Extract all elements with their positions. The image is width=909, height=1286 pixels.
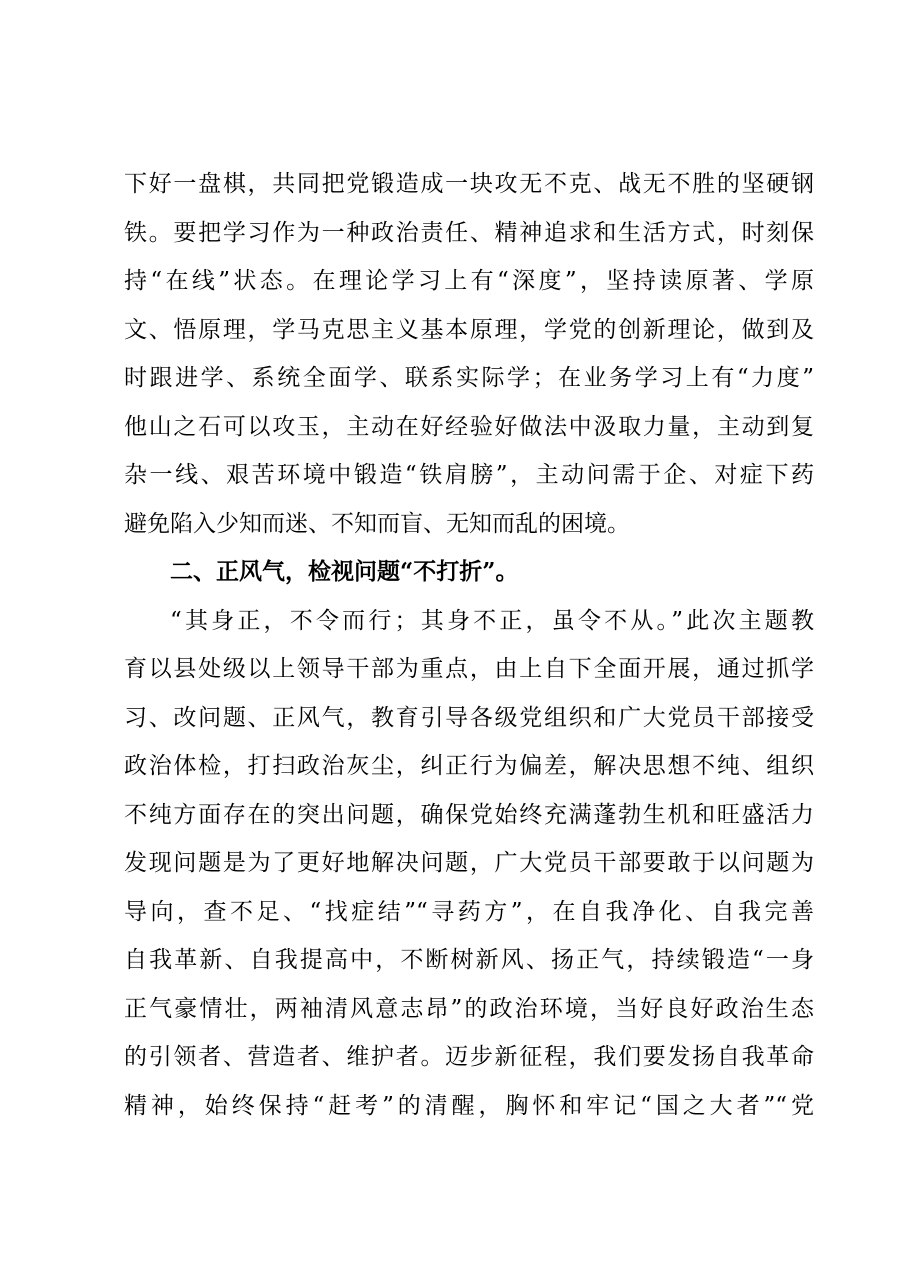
paragraph-2-line-11: 精神，始终保持“赶考”的清醒，胸怀和牢记“国之大者”“党 [124, 1092, 814, 1119]
section-heading-2: 二、正风气，检视问题“不打折”。 [170, 558, 519, 585]
paragraph-2-line-9: 正气豪情壮，两袖清风意志昂”的政治环境，当好良好政治生态 [124, 995, 814, 1022]
paragraph-1-line-4: 文、悟原理，学马克思主义基本原理，学党的创新理论，做到及 [124, 316, 814, 343]
paragraph-2-line-3: 习、改问题、正风气，教育引导各级党组织和广大党员干部接受 [124, 704, 814, 731]
paragraph-1-line-6: 他山之石可以攻玉，主动在好经验好做法中汲取力量，主动到复 [124, 413, 814, 440]
paragraph-2-line-2: 育以县处级以上领导干部为重点，由上自下全面开展，通过抓学 [124, 656, 814, 682]
paragraph-1-line-1: 下好一盘棋，共同把党锻造成一块攻无不克、战无不胜的坚硬钢 [124, 171, 814, 197]
paragraph-1-line-5: 时跟进学、系统全面学、联系实际学；在业务学习上有“力度” [124, 365, 814, 391]
paragraph-2-line-5: 不纯方面存在的突出问题，确保党始终充满蓬勃生机和旺盛活力 [124, 801, 814, 828]
paragraph-2-line-8: 自我革新、自我提高中，不断树新风、扬正气，持续锻造“一身 [124, 947, 814, 973]
paragraph-2-line-6: 发现问题是为了更好地解决问题，广大党员干部要敢于以问题为 [124, 850, 814, 876]
body-text [124, 160, 814, 1130]
paragraph-1-line-2: 铁。要把学习作为一种政治责任、精神追求和生活方式，时刻保 [124, 219, 814, 246]
paragraph-2-line-10: 的引领者、营造者、维护者。迈步新征程，我们要发扬自我革命 [124, 1044, 814, 1070]
paragraph-1-line-3: 持“在线”状态。在理论学习上有“深度”，坚持读原著、学原 [124, 268, 814, 294]
paragraph-2-line-4: 政治体检，打扫政治灰尘，纠正行为偏差，解决思想不纯、组织 [124, 753, 814, 779]
paragraph-2-line-1: “其身正，不令而行；其身不正，虽令不从。”此次主题教 [170, 607, 814, 634]
paragraph-1-line-7: 杂一线、艰苦环境中锻造“铁肩膀”，主动问需于企、对症下药 [124, 462, 814, 488]
paragraph-2-line-7: 导向，查不足、“找症结”“寻药方”，在自我净化、自我完善 [124, 898, 814, 925]
paragraph-1-line-8: 避免陷入少知而迷、不知而盲、无知而乱的困境。 [124, 510, 630, 537]
